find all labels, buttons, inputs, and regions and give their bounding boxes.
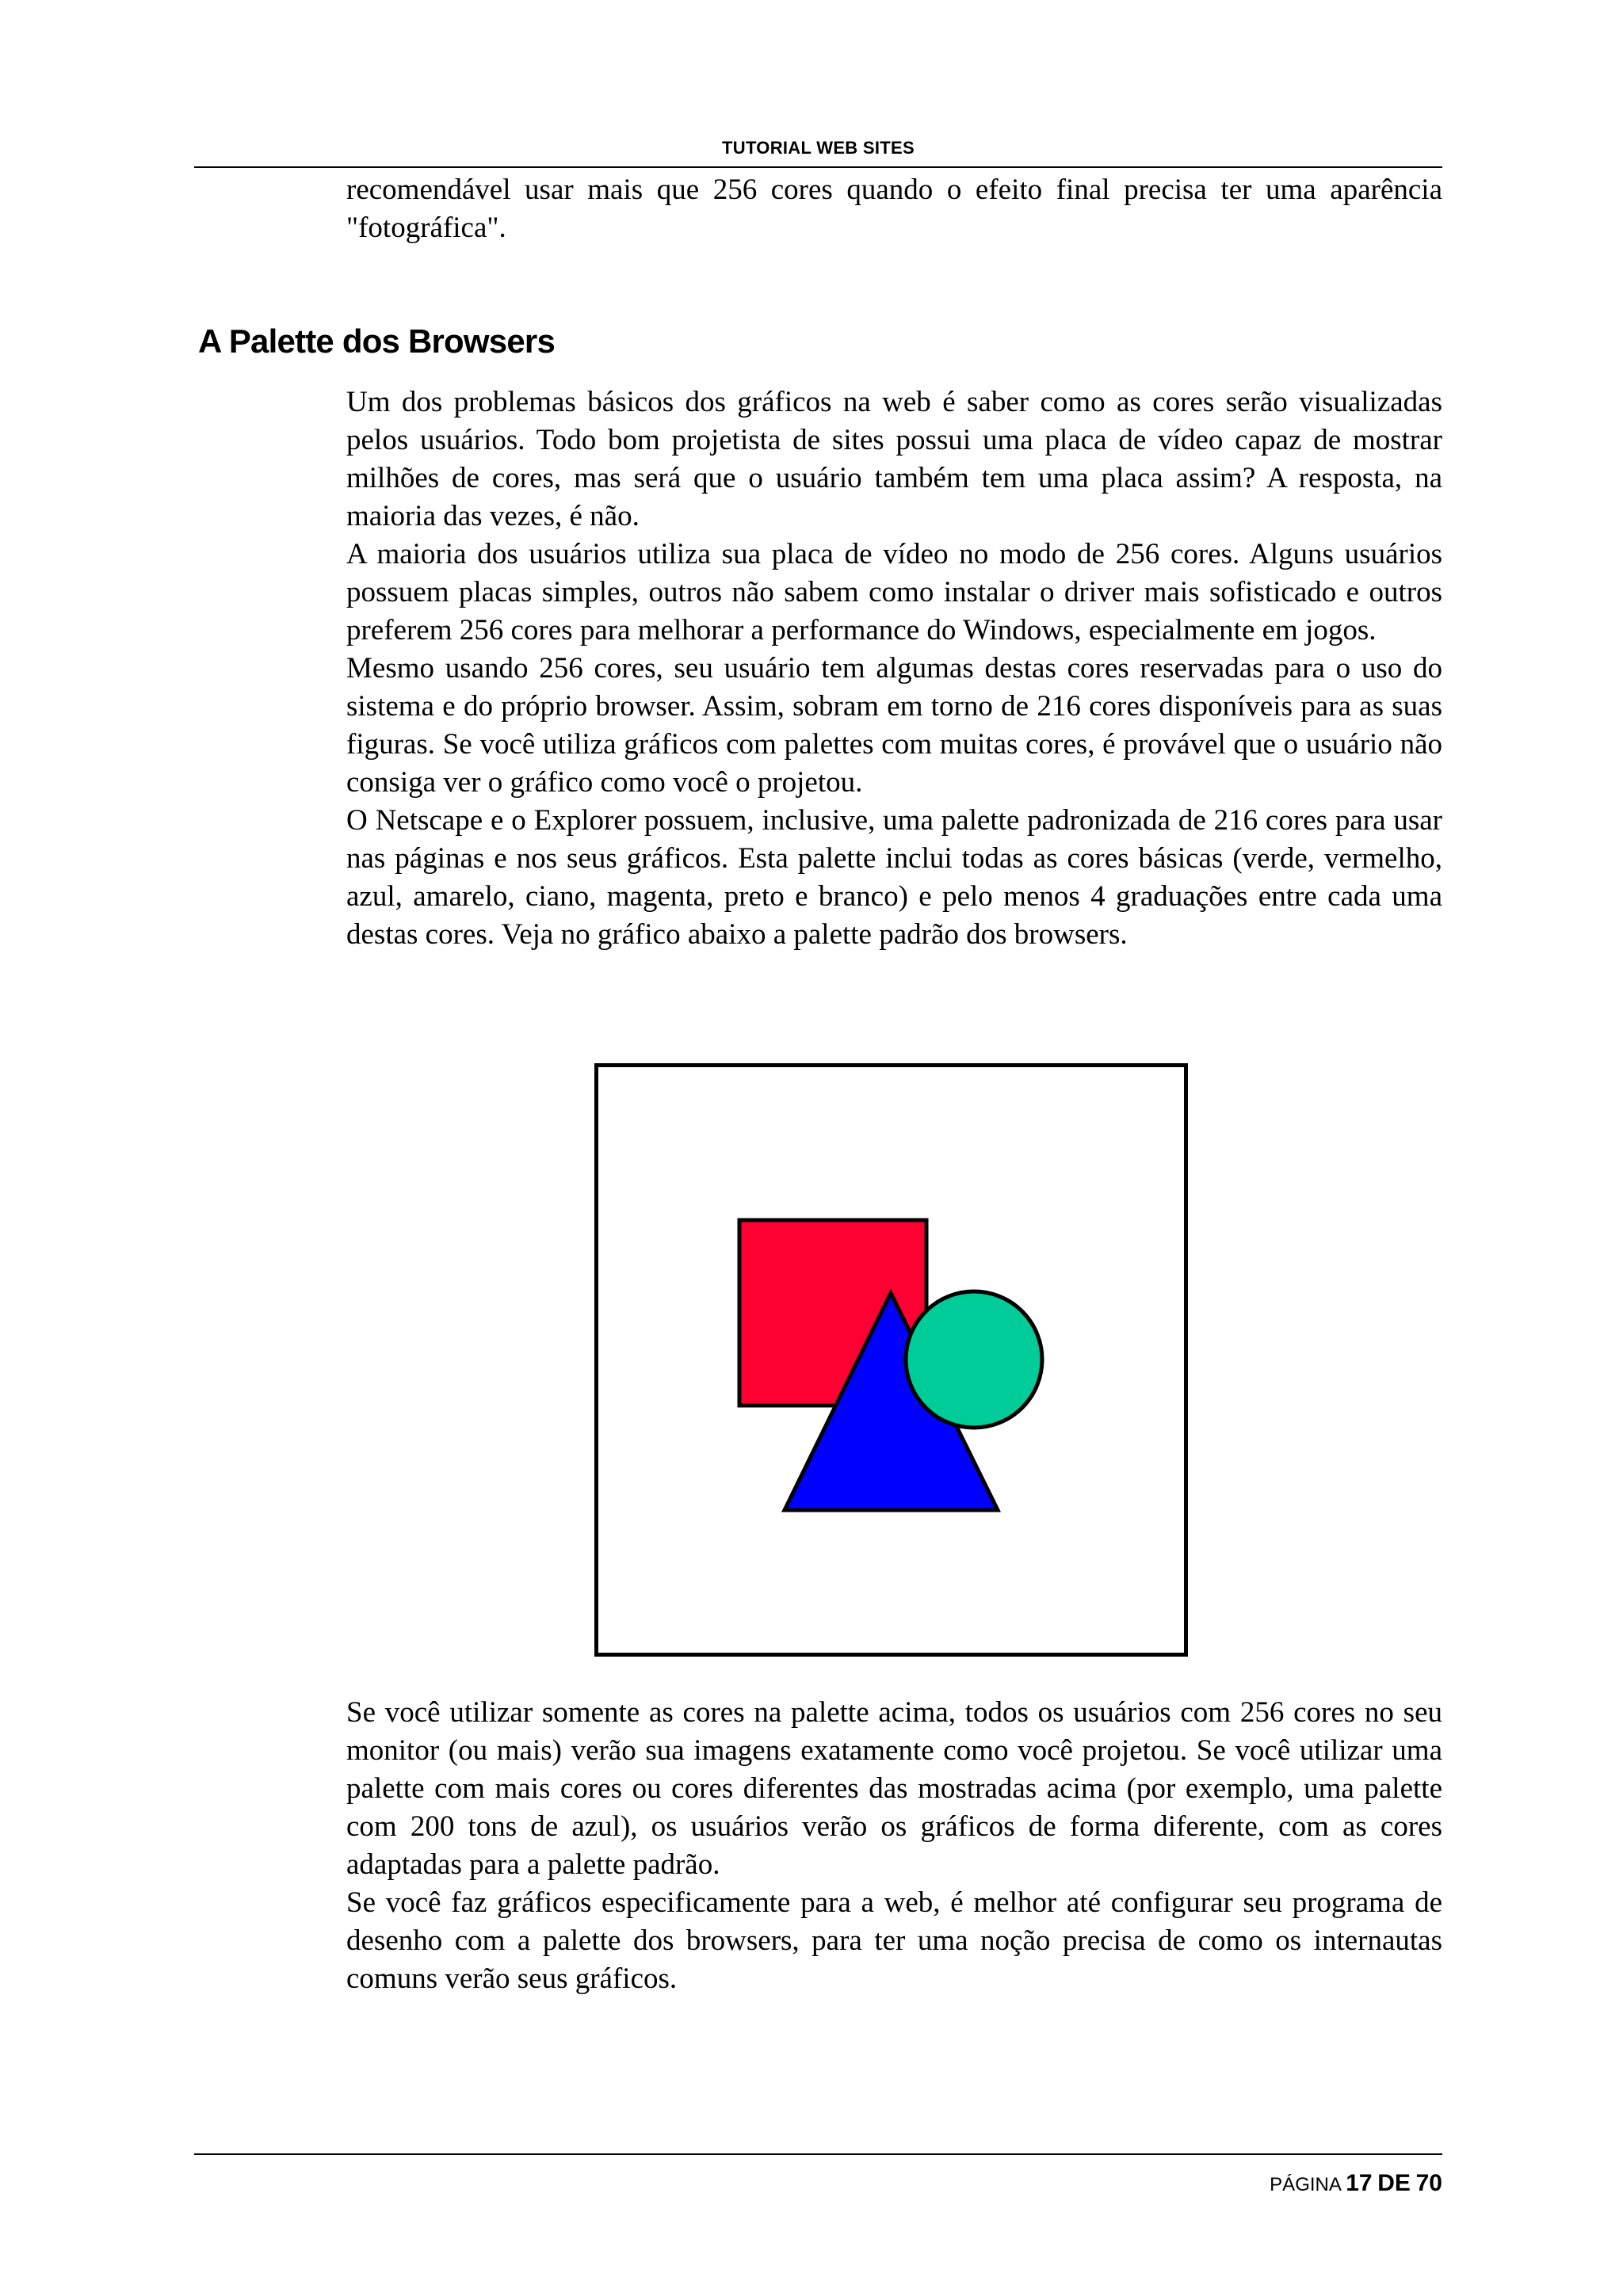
paragraph: Se você utilizar somente as cores na palette acima, todos os usuários com 256 cores no seu monitor (ou mais) verão sua imagens exatamente como você projetou. Se você utilizar uma palette com mais cores ou cores diferentes das mostradas acima (por exemplo, uma palette com 200 tons de azul), os usuários verão os gráficos de forma diferente, com as cores adaptadas para a palette padrão. (346, 1696, 1442, 1881)
page-footer (1270, 2170, 1442, 2197)
of-label: DE (1377, 2170, 1411, 2196)
total-pages: 70 (1415, 2170, 1442, 2196)
intro-text (346, 171, 1442, 247)
body-text-after-figure (346, 1694, 1442, 1998)
header-rule (194, 166, 1442, 168)
paragraph: Mesmo usando 256 cores, seu usuário tem algumas destas cores reservadas para o uso do sistema e do próprio browser. Assim, sobram em torno de 216 cores disponíveis para as suas figuras. Se você utiliza gráficos com palettes com muitas cores, é provável que o usuário não consiga ver o gráfico como você o projetou. (346, 652, 1442, 799)
intro-paragraph: recomendável usar mais que 256 cores quando o efeito final precisa ter uma aparência "fotográfica". (346, 174, 1442, 244)
paragraph: A maioria dos usuários utiliza sua placa de vídeo no modo de 256 cores. Alguns usuários possuem placas simples, outros não sabem como instalar o driver mais sofisticado e outros preferem 256 cores para melhorar a performance do Windows, especialmente em jogos. (346, 538, 1442, 646)
paragraph: Se você faz gráficos especificamente para a web, é melhor até configurar seu programa de desenho com a palette dos browsers, para ter uma noção precisa de como os internautas comuns verão seus gráficos. (346, 1886, 1442, 1995)
body-text-before-figure (346, 383, 1442, 954)
page-label: PÁGINA (1270, 2174, 1341, 2195)
section-heading: A Palette dos Browsers (198, 322, 555, 360)
paragraph: Um dos problemas básicos dos gráficos na web é saber como as cores serão visualizadas pelos usuários. Todo bom projetista de sites possui uma placa de vídeo capaz de mostrar milhões de cores, mas será que o usuário também tem uma placa assim? A resposta, na maioria das vezes, é não. (346, 386, 1442, 532)
shapes-figure (594, 1063, 1188, 1657)
paragraph: O Netscape e o Explorer possuem, inclusive, uma palette padronizada de 216 cores para usar nas páginas e nos seus gráficos. Esta palette inclui todas as cores básicas (verde, vermelho, azul, amarelo, ciano, magenta, preto e branco) e pelo menos 4 graduações entre cada uma destas cores. Veja no gráfico abaixo a palette padrão dos browsers. (346, 804, 1442, 951)
green-circle-shape (906, 1291, 1042, 1428)
page-number: 17 (1346, 2170, 1373, 2196)
figure-svg (594, 1063, 1188, 1657)
footer-rule (194, 2153, 1442, 2155)
running-header: TUTORIAL WEB SITES (722, 138, 915, 158)
